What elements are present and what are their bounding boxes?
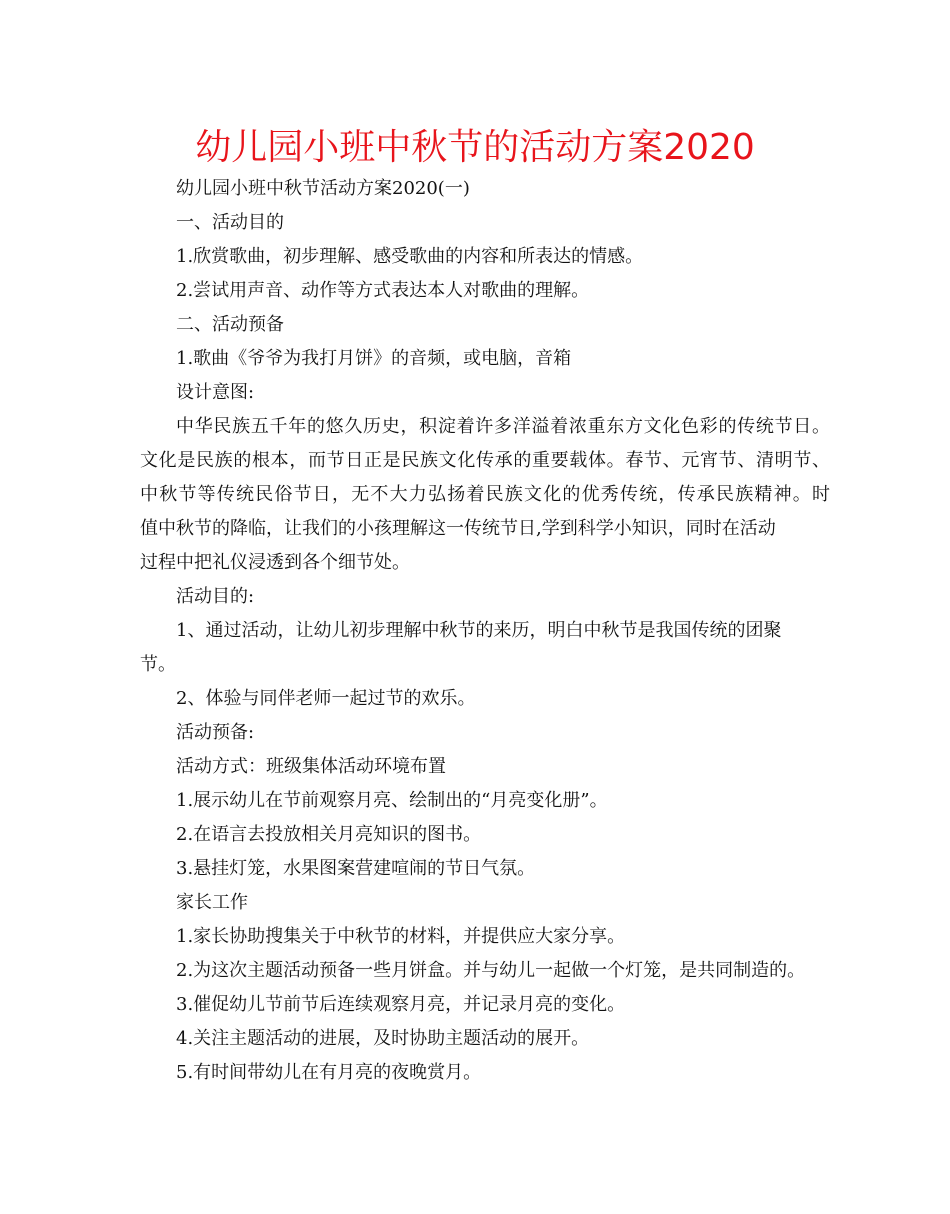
text-line: 值中秋节的降临，让我们的小孩理解这一传统节日,学到科学小知识，同时在活动 bbox=[140, 518, 776, 539]
text-line: 节。 bbox=[140, 654, 176, 675]
text-line: 中秋节等传统民俗节日，无不大力弘扬着民族文化的优秀传统，传承民族精神。时 bbox=[140, 484, 830, 505]
text-line: 活动方式：班级集体活动环境布置 bbox=[176, 756, 446, 777]
text-line: 设计意图: bbox=[176, 382, 255, 403]
text-line: 家长工作 bbox=[176, 892, 248, 913]
text-line: 1、通过活动，让幼儿初步理解中秋节的来历，明白中秋节是我国传统的团聚 bbox=[176, 620, 782, 641]
text-line: 文化是民族的根本，而节日正是民族文化传承的重要载体。春节、元宵节、清明节、 bbox=[140, 450, 830, 471]
text-line: 2.尝试用声音、动作等方式表达本人对歌曲的理解。 bbox=[176, 280, 590, 301]
text-line: 1.家长协助搜集关于中秋节的材料，并提供应大家分享。 bbox=[176, 926, 626, 947]
text-line: 活动目的: bbox=[176, 586, 255, 607]
text-line: 2、体验与同伴老师一起过节的欢乐。 bbox=[176, 688, 476, 709]
text-line: 1.展示幼儿在节前观察月亮、绘制出的“月亮变化册”。 bbox=[176, 790, 608, 811]
text-line: 5.有时间带幼儿在有月亮的夜晚赏月。 bbox=[176, 1062, 482, 1083]
text-line: 二、活动预备 bbox=[176, 314, 284, 335]
text-line: 幼儿园小班中秋节活动方案2020(一) bbox=[176, 178, 470, 199]
text-line: 1.欣赏歌曲，初步理解、感受歌曲的内容和所表达的情感。 bbox=[176, 246, 644, 267]
text-line: 2.为这次主题活动预备一些月饼盒。并与幼儿一起做一个灯笼，是共同制造的。 bbox=[176, 960, 806, 981]
text-line: 1.歌曲《爷爷为我打月饼》的音频，或电脑，音箱 bbox=[176, 348, 572, 369]
text-line: 活动预备: bbox=[176, 722, 255, 743]
text-line: 2.在语言去投放相关月亮知识的图书。 bbox=[176, 824, 482, 845]
text-line: 一、活动目的 bbox=[176, 212, 284, 233]
text-line: 中华民族五千年的悠久历史，积淀着许多洋溢着浓重东方文化色彩的传统节日。 bbox=[176, 416, 830, 437]
text-line: 3.催促幼儿节前节后连续观察月亮，并记录月亮的变化。 bbox=[176, 994, 626, 1015]
text-line: 4.关注主题活动的进展，及时协助主题活动的展开。 bbox=[176, 1028, 590, 1049]
document-title: 幼儿园小班中秋节的活动方案2020 bbox=[195, 127, 755, 168]
text-line: 3.悬挂灯笼，水果图案营建喧闹的节日气氛。 bbox=[176, 858, 536, 879]
text-line: 过程中把礼仪浸透到各个细节处。 bbox=[140, 552, 410, 573]
document-body bbox=[140, 172, 830, 1090]
